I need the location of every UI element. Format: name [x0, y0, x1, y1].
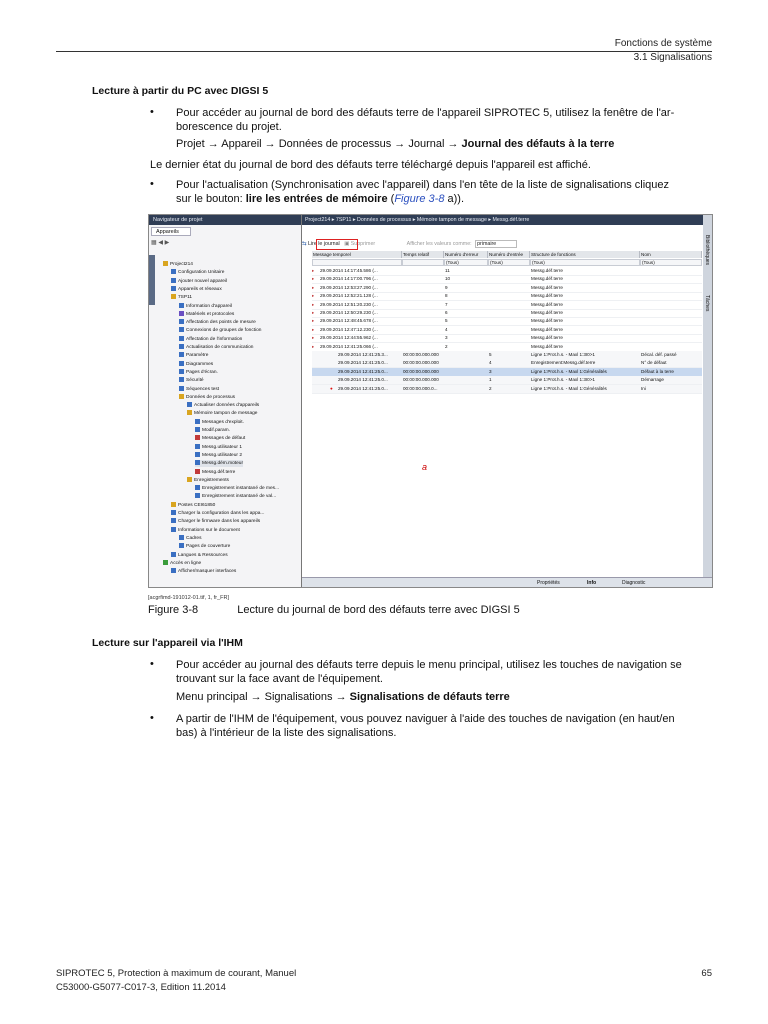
callout-highlight: [316, 239, 358, 250]
log-toolbar: [302, 239, 702, 249]
expand-arrow-icon[interactable]: ▸: [312, 301, 315, 307]
tree-node-icon: [179, 336, 184, 341]
grid-icon[interactable]: ▦: [151, 240, 157, 246]
tree-item-label: Messg.dém.moteur: [202, 461, 244, 467]
expand-arrow-icon[interactable]: ▸: [312, 293, 315, 299]
table-cell: 29.09.2014 14:17:00.796 (...: [320, 276, 378, 282]
bullet-dot: •: [150, 178, 154, 190]
bullet-dot: •: [150, 106, 154, 118]
table-cell: 3: [489, 368, 492, 374]
tree-item-label: Matériels et protocoles: [186, 311, 235, 317]
tree-item[interactable]: [195, 460, 243, 467]
tree-node-icon: [195, 485, 200, 490]
tree-item-label: Project214: [170, 262, 193, 267]
tree-item-label: Enregistrements: [194, 477, 229, 483]
section-title-ihm: Lecture sur l'appareil via l'IHM: [92, 637, 243, 649]
tree-item[interactable]: [179, 352, 208, 359]
tree-item-label: Information d'appareil: [186, 303, 232, 309]
tree-item[interactable]: [195, 427, 230, 434]
tree-item[interactable]: [171, 568, 236, 575]
tree-item[interactable]: [179, 327, 261, 334]
table-cell: Défaut à la terre: [641, 368, 674, 374]
expand-arrow-icon[interactable]: ▸: [312, 284, 315, 290]
table-row[interactable]: [312, 385, 702, 394]
tree-item[interactable]: [171, 527, 240, 534]
tree-node-icon: [171, 294, 176, 299]
tree-item[interactable]: [171, 278, 227, 285]
tree-item-label: Séquences test: [186, 386, 220, 392]
bullet-dot: •: [150, 658, 154, 670]
table-cell: 29.09.2014 12:41:25.0...: [338, 377, 388, 383]
expand-arrow-icon[interactable]: ▸: [312, 326, 315, 332]
tree-item[interactable]: [195, 485, 279, 492]
table-cell: 00:00:00.000.000: [403, 368, 439, 374]
tree-item-label: Affectation des points de mesure: [186, 320, 256, 326]
table-cell: 5: [445, 318, 448, 324]
tree-item[interactable]: [171, 502, 215, 509]
table-cell: Messg.déf.terre: [531, 284, 563, 290]
tree-node-icon: [163, 560, 168, 565]
table-cell: 11: [445, 268, 450, 273]
tree-node-icon: [171, 269, 176, 274]
tree-node-icon: [171, 552, 176, 557]
column-filter[interactable]: [402, 259, 444, 266]
tree-node-icon: [195, 460, 200, 465]
tree-item[interactable]: [187, 402, 259, 409]
figure-link[interactable]: Figure 3-8: [394, 193, 445, 205]
callout-label: a: [422, 462, 428, 472]
table-cell: Messg.déf.terre: [531, 293, 563, 299]
tree-item[interactable]: [179, 319, 256, 326]
table-cell: 8: [445, 293, 448, 299]
tree-item[interactable]: [187, 477, 229, 484]
table-cell: 00:00:00.000.000: [403, 360, 439, 366]
message-log-panel: [302, 215, 712, 587]
figure-label: Figure 3-8: [148, 604, 199, 616]
table-cell: Messg.déf.terre: [531, 310, 563, 315]
table-cell: Messg.déf.terre: [531, 318, 563, 324]
tree-item[interactable]: [163, 560, 201, 567]
table-cell: Messg.déf.terre: [531, 326, 563, 332]
tree-item[interactable]: [171, 286, 222, 293]
tree-item-label: Messg.utilisateur 1: [202, 444, 242, 450]
column-filter[interactable]: (Tous): [640, 259, 702, 266]
show-values-select[interactable]: primaire: [475, 240, 517, 248]
tree-item-label: Diagrammes: [186, 361, 214, 367]
tree-item-label: Postes CEI61850: [178, 502, 216, 508]
bullet-text-1-line2: borescence du projet.: [176, 121, 282, 133]
vertical-start-strip: [149, 255, 155, 305]
expand-arrow-icon[interactable]: ▸: [312, 310, 315, 315]
section-title-pc: Lecture à partir du PC avec DIGSI 5: [92, 85, 269, 97]
tree-item-label: Données de processus: [186, 394, 236, 400]
table-cell: 5: [489, 352, 492, 357]
bullet-text-1: [176, 106, 716, 134]
tree-item-label: Messages d'exploit.: [202, 419, 244, 425]
tree-item-label: Accès en ligne: [170, 560, 202, 566]
bullet-text-4-line2: bas) à l'intérieur de la liste des signalisations.: [176, 727, 397, 739]
tree-item-label: Appareils et réseaux: [178, 286, 222, 292]
table-cell: 29.09.2014 14:17:45.586 (...: [320, 268, 378, 273]
show-values-label: Afficher les valeurs comme:: [406, 241, 472, 247]
table-cell: 29.09.2014 12:44:55.962 (...: [320, 335, 378, 341]
figure-source: [acgrfimd-191012-01.tif, 1, fr_FR]: [148, 595, 230, 601]
header-chapter: Fonctions de système: [614, 38, 712, 49]
tree-item[interactable]: [179, 303, 232, 310]
tree-item[interactable]: [179, 361, 213, 368]
tab-bibliotheques[interactable]: Bibliothèques: [704, 235, 710, 266]
expand-arrow-icon[interactable]: ▸: [312, 343, 315, 349]
table-cell: 1: [489, 377, 492, 383]
column-filter[interactable]: (Tous): [444, 259, 488, 266]
bullet-text-2-plain: sur le bouton:: [176, 193, 246, 205]
bullet-text-2-line1: Pour l'actualisation (Synchronisation avec l'appareil) dans l'en tête de la liste de signalisations cliquez: [176, 179, 670, 191]
table-cell: Messg.déf.terre: [531, 276, 563, 282]
tree-node-icon: [171, 286, 176, 291]
tree-node-icon: [171, 568, 176, 573]
tree-node-icon: [163, 261, 168, 266]
tree-node-icon: [179, 394, 184, 399]
table-cell: N° de défaut: [641, 360, 667, 366]
digsi-screenshot: [148, 214, 713, 588]
tree-item-label: Cadres: [186, 535, 202, 541]
tree-item-label: Actualisation de communication: [186, 345, 254, 350]
forward-icon[interactable]: ▶: [164, 240, 170, 246]
tree-item-label: Enregistrement instantané de mes...: [202, 486, 280, 492]
column-header[interactable]: Nom: [640, 251, 702, 258]
footer-manual: SIPROTEC 5, Protection à maximum de courant, Manuel: [56, 968, 297, 979]
tree-item-label: Modif.param.: [202, 428, 230, 433]
tree-item[interactable]: [171, 269, 224, 276]
tree-node-icon: [195, 469, 200, 474]
tree-item-label: Sécurité: [186, 378, 204, 384]
tree-node-icon: [179, 535, 184, 540]
tree-item-label: Afficher/masquer interfaces: [178, 569, 237, 575]
expand-arrow-icon[interactable]: ▸: [312, 335, 315, 341]
tree-node-icon: [171, 527, 176, 532]
read-log-button[interactable]: Lire le journal: [307, 241, 340, 247]
tree-node-icon: [195, 435, 200, 440]
tree-node-icon: [195, 493, 200, 498]
table-cell: Décal. déf. passé: [641, 352, 677, 357]
table-cell: 00:00:00.000.000: [403, 352, 439, 357]
tab-appareils[interactable]: Appareils: [151, 227, 191, 236]
tree-node-icon: [179, 303, 184, 308]
tree-item[interactable]: [179, 535, 201, 542]
bullet-text-3-line2: trouvant sur la face avant de l'équipement.: [176, 673, 383, 685]
tree-item[interactable]: [195, 435, 245, 442]
table-cell: Messg.déf.terre: [531, 301, 563, 307]
column-header[interactable]: Numéro d'entrée: [488, 251, 530, 258]
bullet-text-3-line1: Pour accéder au journal des défauts terre depuis le menu principal, utilisez les touches de navigation se: [176, 659, 682, 671]
bullet-text-4-line1: A partir de l'IHM de l'équipement, vous pouvez naviguer à l'aide des touches de navigation (en haut/en: [176, 713, 675, 725]
tree-item[interactable]: [179, 344, 253, 351]
path-project-bold: Journal des défauts à la terre: [461, 138, 615, 150]
table-cell: 4: [489, 360, 492, 366]
table-cell: Enregistrement:Messg.déf.terre: [531, 360, 596, 366]
table-cell: 3: [445, 335, 448, 341]
bullet-text-4: [176, 712, 716, 740]
tree-item-label: Actualiser données d'appareils: [194, 403, 260, 409]
tree-node-icon: [171, 510, 176, 515]
table-cell: 9: [445, 284, 448, 290]
tree-item-label: Charger le firmware dans les appareils: [178, 519, 261, 525]
breadcrumb: Project214 ▸ 7SP11 ▸ Données de processus ▸ Mémoire tampon de message ▸ Messg.déf.terre: [302, 215, 712, 225]
tree-item-label: Langues & Ressources: [178, 552, 228, 558]
tree-node-icon: [179, 352, 184, 357]
table-cell: 2: [489, 385, 492, 391]
tab-diagnostic[interactable]: Diagnostic: [622, 580, 646, 586]
tree-item[interactable]: [179, 369, 218, 376]
bullet-text-3: [176, 658, 716, 686]
tree-item-label: Messg.utilisateur 2: [202, 452, 242, 458]
table-cell: Ligne 1:Prot.h.s. - Maxl 1:Généralités: [531, 385, 607, 391]
bullet-text-2: [176, 178, 716, 206]
side-tabs: [703, 215, 712, 587]
tab-info[interactable]: Info: [587, 580, 597, 586]
delete-icon: ▣: [344, 241, 350, 247]
table-cell: 29.09.2014 12:41:25.066 (...: [320, 343, 378, 349]
tree-node-icon: [195, 427, 200, 432]
column-header[interactable]: Structure de fonctions: [530, 251, 640, 258]
tree-item-label: Configuration Unitaire: [178, 270, 225, 276]
tree-item-label: Messg.déf.terre: [202, 469, 236, 475]
table-cell: 7: [445, 301, 448, 307]
table-cell: 29.09.2014 12:53:27.290 (...: [320, 284, 378, 290]
tree-item[interactable]: [179, 377, 204, 384]
table-cell: Messg.déf.terre: [531, 268, 563, 273]
tree-node-icon: [179, 543, 184, 548]
tree-item[interactable]: [195, 493, 276, 500]
path-project: [176, 137, 614, 151]
tree-node-icon: [195, 444, 200, 449]
table-cell: Ini: [641, 385, 646, 391]
column-filter[interactable]: [312, 259, 402, 266]
table-cell: 29.09.2014 12:52:21.128 (...: [320, 293, 378, 299]
footer-edition: C53000-G5077-C017-3, Edition 11.2014: [56, 982, 226, 993]
tree-item[interactable]: [179, 311, 234, 318]
path-menu-plain: Menu principal → Signalisations →: [176, 691, 350, 703]
tree-item[interactable]: [179, 543, 230, 550]
table-cell: Démarrage: [641, 377, 664, 383]
tree-node-icon: [179, 361, 184, 366]
table-cell: 10: [445, 276, 451, 282]
tree-item[interactable]: [179, 394, 235, 401]
table-cell: 2: [445, 343, 448, 349]
back-icon[interactable]: ◀: [158, 240, 163, 246]
path-project-plain: Projet → Appareil → Données de processus → Journal →: [176, 138, 462, 150]
table-cell: 29.09.2014 12:50:29.230 (...: [320, 310, 378, 315]
tree-item[interactable]: [171, 552, 228, 559]
tree-node-icon: [171, 518, 176, 523]
bullet-dot: •: [150, 712, 154, 724]
table-cell: Ligne 1:Prot.h.s. - Maxl 1:3I0>1: [531, 352, 595, 357]
tree-item-label: Paramètre: [186, 353, 209, 359]
table-cell: 29.09.2014 12:41:25.0...: [338, 385, 388, 391]
column-header[interactable]: Message temporel: [312, 251, 402, 258]
tree-item-label: Informations sur le document: [178, 527, 240, 533]
paragraph-last-state: Le dernier état du journal de bord des défauts terre téléchargé depuis l'appareil est affiché.: [150, 159, 591, 171]
tree-node-icon: [195, 419, 200, 424]
tree-item[interactable]: [187, 410, 257, 417]
path-menu-bold: Signalisations de défauts terre: [349, 691, 510, 703]
read-log-icon: ⇆: [302, 241, 307, 247]
bullet-text-2-end: a)).: [444, 193, 465, 205]
tree-item-label: Charger la configuration dans les appa...: [178, 511, 265, 516]
tree-item-label: 7SP11: [178, 295, 193, 301]
table-cell: 29.09.2014 12:48:45.678 (...: [320, 318, 378, 324]
table-cell: 6: [445, 310, 448, 315]
column-header[interactable]: Numéro d'erreur: [444, 251, 488, 258]
column-header[interactable]: Temps relatif: [402, 251, 444, 258]
header-section: 3.1 Signalisations: [633, 52, 712, 63]
tree-item[interactable]: [171, 510, 264, 517]
tree-item[interactable]: [171, 518, 260, 525]
tree-item[interactable]: [179, 386, 219, 393]
tab-properties[interactable]: Propriétés: [537, 580, 560, 586]
tree-item[interactable]: [195, 419, 244, 426]
tree-node-icon: [171, 278, 176, 283]
tree-item-label: Pages de couverture: [186, 544, 231, 550]
table-cell: Ligne 1:Prot.h.s. - Maxl 1:Généralités: [531, 368, 607, 374]
expand-arrow-icon[interactable]: ▸: [312, 276, 315, 282]
error-marker-icon: ●: [330, 385, 333, 391]
tree-item-label: Ajouter nouvel appareil: [178, 278, 228, 284]
table-cell: 29.09.2014 12:51:20.230 (...: [320, 301, 378, 307]
tree-item-label: Enregistrement instantané de val...: [202, 494, 277, 500]
path-menu: [176, 690, 510, 704]
bullet-text-2-paren: (: [387, 193, 395, 205]
table-cell: Messg.déf.terre: [531, 343, 563, 349]
tab-taches[interactable]: Tâches: [704, 295, 710, 312]
project-tree: [163, 261, 299, 581]
column-filter[interactable]: (Tous): [530, 259, 640, 266]
table-cell: 4: [445, 326, 448, 332]
tree-node-icon: [187, 402, 192, 407]
tree-item-label: Affectation de l'information: [186, 336, 243, 342]
tree-node-icon: [179, 344, 184, 349]
bullet-text-1-line1: Pour accéder au journal de bord des défauts terre de l'appareil SIPROTEC 5, utilisez la fenêtre de l'ar-: [176, 107, 675, 119]
expand-arrow-icon[interactable]: ▸: [312, 268, 315, 273]
tree-item-label: Connexions de groupes de fonction: [186, 328, 262, 334]
tree-node-icon: [179, 327, 184, 332]
tree-item[interactable]: [163, 261, 193, 268]
tree-item-label: Messages de défaut: [202, 436, 246, 442]
tree-node-icon: [179, 311, 184, 316]
tree-node-icon: [187, 477, 192, 482]
tree-node-icon: [171, 502, 176, 507]
tree-item-label: Mémoire tampon de message: [194, 411, 258, 417]
expand-arrow-icon[interactable]: ▸: [312, 318, 315, 324]
bullet-text-2-bold: lire les entrées de mémoire: [245, 193, 388, 205]
tree-item[interactable]: [179, 336, 242, 343]
bottom-tabs: [302, 577, 712, 588]
project-navigator-title: Navigateur de projet: [149, 215, 301, 225]
table-cell: 29.09.2014 12:47:12.230 (...: [320, 326, 378, 332]
tree-node-icon: [179, 386, 184, 391]
table-cell: 29.09.2014 12:41:25.0...: [338, 360, 388, 366]
table-cell: Messg.déf.terre: [531, 335, 563, 341]
tree-item-label: Pages d'écran.: [186, 369, 218, 375]
tree-node-icon: [179, 369, 184, 374]
tree-node-icon: [179, 377, 184, 382]
figure-caption-text: Lecture du journal de bord des défauts terre avec DIGSI 5: [237, 604, 520, 616]
tree-node-icon: [187, 410, 192, 415]
table-cell: 29.09.2014 12:41:25.0...: [338, 368, 388, 374]
delete-button[interactable]: Supprimer: [350, 241, 376, 247]
table-cell: 00:00:00.000.000: [403, 377, 439, 383]
page-number: 65: [701, 968, 712, 979]
figure-caption: [148, 604, 520, 616]
navigator-toolbar: [151, 239, 299, 248]
tree-item[interactable]: [195, 469, 235, 476]
table-cell: Ligne 1:Prot.h.s. - Maxl 1:3I0>1: [531, 377, 595, 383]
project-navigator-panel: [149, 215, 302, 587]
tree-item[interactable]: [195, 452, 242, 459]
tree-node-icon: [179, 319, 184, 324]
column-filter[interactable]: (Tous): [488, 259, 530, 266]
header-rule: [56, 51, 712, 52]
tree-item[interactable]: [195, 444, 242, 451]
table-cell: 00:00:00.000.0...: [403, 385, 438, 391]
tree-node-icon: [195, 452, 200, 457]
table-cell: 29.09.2014 12:41:25.3...: [338, 352, 388, 357]
tree-item[interactable]: [171, 294, 192, 301]
